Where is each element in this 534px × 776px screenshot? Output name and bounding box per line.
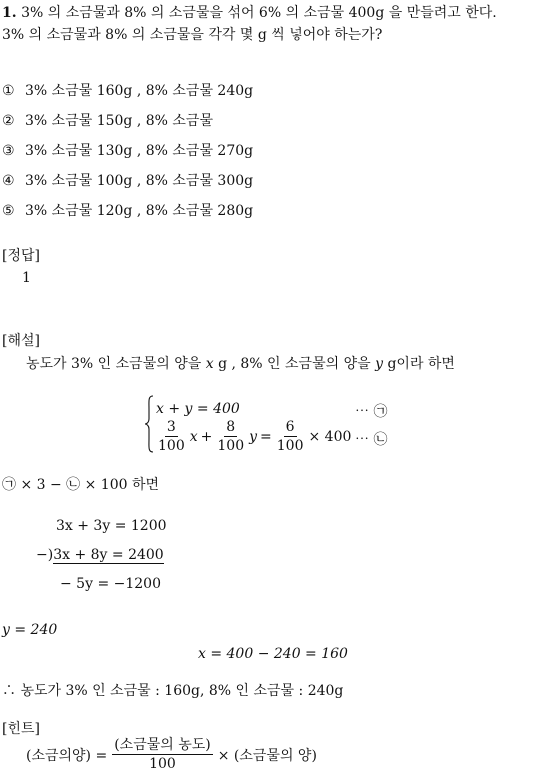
explanation-label: [해설] <box>2 333 40 349</box>
var-y: y <box>249 428 258 445</box>
denominator: 100 <box>217 438 245 454</box>
numerator: 8 <box>226 419 236 435</box>
equation-2-tag: ⋯ ㉡ <box>355 432 388 448</box>
option-3[interactable] <box>2 140 253 160</box>
numerator: (소금물의 농도) <box>114 737 211 753</box>
answer-label: [정답] <box>2 248 40 264</box>
var-x: x <box>205 356 214 372</box>
option-marker: ② <box>2 113 15 129</box>
option-marker: ① <box>2 83 15 99</box>
numerator: 6 <box>285 419 295 435</box>
option-text: 3% 소금물 120g , 8% 소금물 280g <box>25 203 254 219</box>
answer-value: 1 <box>22 270 31 286</box>
option-text: 3% 소금물 150g , 8% 소금물 <box>25 113 213 129</box>
conclusion: ∴ 농도가 3% 인 소금물 : 160g, 8% 인 소금물 : 240g <box>2 683 344 699</box>
equation-1: x + y = 400 <box>156 401 240 417</box>
fraction <box>275 420 306 453</box>
explanation-intro <box>26 353 455 373</box>
operator: = <box>260 428 272 445</box>
hint-rhs: × (소금물의 양) <box>217 747 317 764</box>
denominator: 100 <box>149 756 176 772</box>
calc-line-3: − 5y = −1200 <box>60 576 161 592</box>
x-result: x = 400 − 240 = 160 <box>198 646 348 662</box>
hint-label: [힌트] <box>2 721 40 737</box>
question-text-1: 3% 의 소금물과 8% 의 소금물을 섞어 6% 의 소금물 400g 을 만들려고 한다. <box>21 5 497 21</box>
denominator: 100 <box>158 438 185 454</box>
question-line-1 <box>2 2 497 22</box>
question-number: 1. <box>2 5 17 21</box>
brace-icon <box>144 395 154 453</box>
fraction <box>215 420 246 453</box>
calc-line-2-expr: 3x + 8y = 2400 <box>53 547 164 563</box>
option-marker: ③ <box>2 143 15 159</box>
option-5[interactable] <box>2 200 253 220</box>
intro-text: g이라 하면 <box>387 356 455 372</box>
option-2[interactable] <box>2 110 213 130</box>
operator: + <box>200 428 213 445</box>
var-y: y <box>375 356 383 372</box>
option-marker: ④ <box>2 173 15 189</box>
var-x: x <box>189 428 198 445</box>
step-line: ㉠ × 3 − ㉡ × 100 하면 <box>2 477 160 493</box>
option-1[interactable] <box>2 80 253 100</box>
hint-lhs: (소금의양) = <box>26 747 108 764</box>
fraction <box>156 420 187 453</box>
option-4[interactable] <box>2 170 253 190</box>
denominator: 100 <box>276 438 304 454</box>
subtract-sign: −) <box>36 547 54 563</box>
fraction <box>112 738 213 771</box>
intro-text: 농도가 3% 인 소금물의 양을 <box>26 356 202 372</box>
y-result: y = 240 <box>2 622 58 638</box>
option-text: 3% 소금물 100g , 8% 소금물 300g <box>25 173 254 189</box>
option-marker: ⑤ <box>2 203 15 219</box>
option-text: 3% 소금물 160g , 8% 소금물 240g <box>25 83 254 99</box>
option-text: 3% 소금물 130g , 8% 소금물 270g <box>25 143 254 159</box>
numerator: 3 <box>166 419 176 435</box>
intro-text: g , 8% 인 소금물의 양을 <box>218 356 371 372</box>
equation-2 <box>156 420 351 453</box>
equation-1-tag: ⋯ ㉠ <box>355 404 388 420</box>
operator: × 400 <box>308 428 352 445</box>
calc-line-1: 3x + 3y = 1200 <box>56 518 167 534</box>
question-text-2: 3% 의 소금물과 8% 의 소금물을 각각 몇 g 씩 넣어야 하는가? <box>2 27 383 43</box>
calc-line-2 <box>36 547 164 563</box>
hint-formula <box>26 738 317 771</box>
